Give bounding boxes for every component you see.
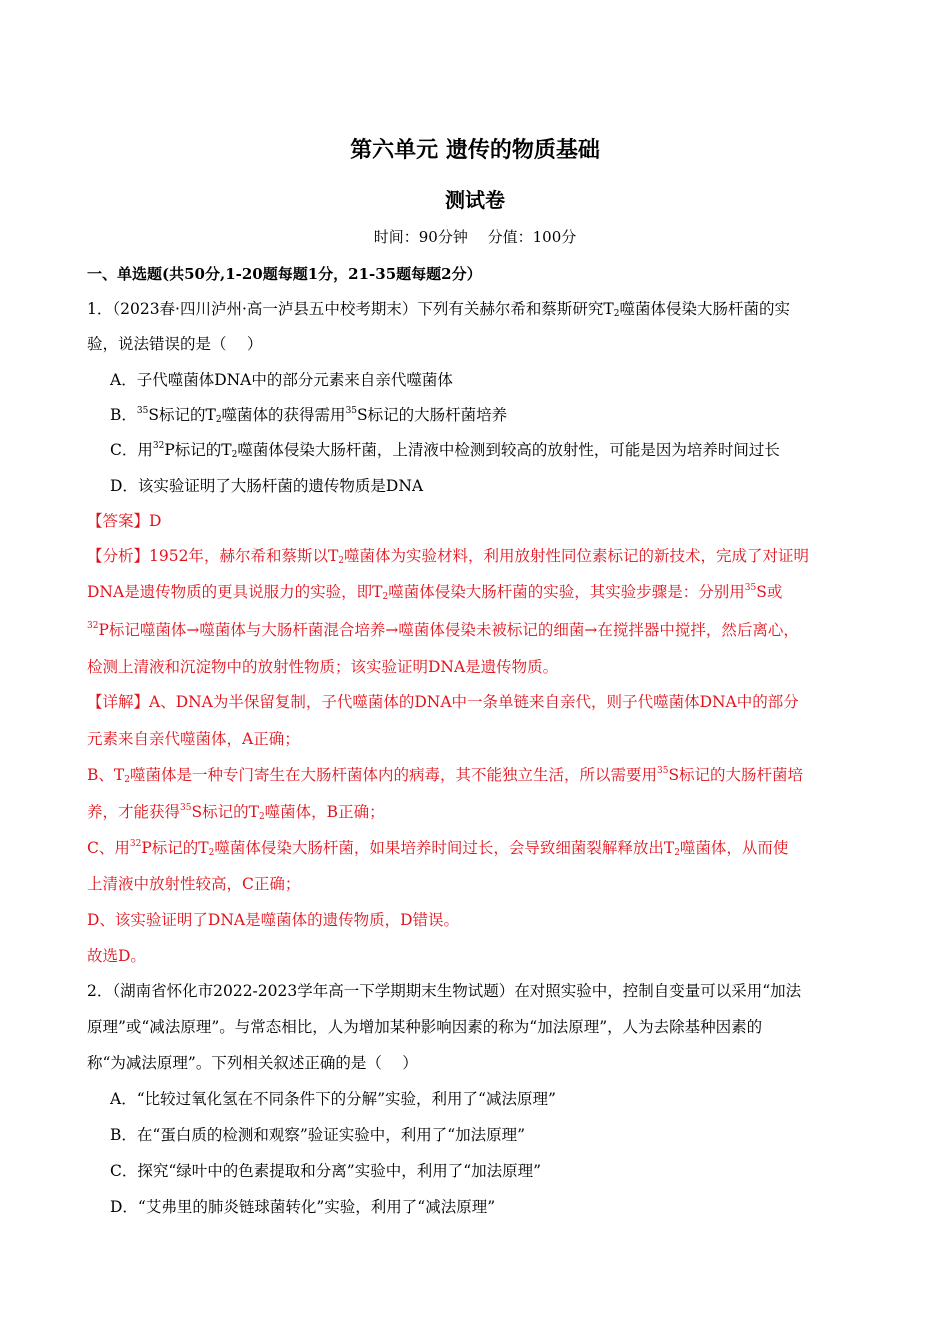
q1-conclusion: 故选D。	[87, 947, 146, 965]
time-score-info: 时间：90分钟 分值：100分	[373, 228, 577, 246]
q1-detail-line-5: C、用$^{32}$P标记的$T_2$噬菌体侵染大肠杆菌，如果培养时间过长，会导致细菌裂解释放出$T_2$噬菌体，从而使	[87, 839, 789, 858]
q1-analysis-line-2: DNA是遗传物质的更具说服力的实验，即$T_2$噬菌体侵染大肠杆菌的实验，其实验步骤是：分别用$^{35}$S或	[87, 583, 783, 602]
unit-title: 第六单元 遗传的物质基础	[350, 137, 600, 163]
q1-option-d: D．该实验证明了大肠杆菌的遗传物质是DNA	[110, 477, 424, 495]
q1-stem-line-1: 1．（2023春·四川泸州·高一泸县五中校考期末）下列有关赫尔希和蔡斯研究$T_2$噬菌体侵染大肠杆菌的实	[87, 300, 791, 319]
q1-analysis-line-4: 检测上清液和沉淀物中的放射性物质；该实验证明DNA是遗传物质。	[87, 658, 559, 676]
q1-detail-line-2: 元素来自亲代噬菌体，A正确；	[87, 730, 300, 748]
test-subtitle: 测试卷	[445, 188, 505, 212]
q2-option-d: D．“艾弗里的肺炎链球菌转化”实验，利用了“减法原理”	[110, 1198, 496, 1216]
q1-option-c: C．用$^{32}$P标记的$T_2$噬菌体侵染大肠杆菌，上清液中检测到较高的放射性，可能是因为培养时间过长	[110, 441, 780, 460]
q1-option-a: A．子代噬菌体DNA中的部分元素来自亲代噬菌体	[110, 371, 453, 389]
q1-detail-line-1: 【详解】A、DNA为半保留复制，子代噬菌体的DNA中一条单链来自亲代，则子代噬菌体DNA中的部分	[87, 693, 799, 711]
q2-option-a: A．“比较过氧化氢在不同条件下的分解”实验，利用了“减法原理”	[110, 1090, 556, 1108]
q2-stem-line-1: 2．（湖南省怀化市2022-2023学年高一下学期期末生物试题）在对照实验中，控制自变量可以采用“加法	[87, 982, 802, 1000]
q1-detail-line-3: B、$T_2$噬菌体是一种专门寄生在大肠杆菌体内的病毒，其不能独立生活，所以需要用$^{35}$S标记的大肠杆菌培	[87, 766, 804, 785]
q2-option-b: B．在“蛋白质的检测和观察”验证实验中，利用了“加法原理”	[110, 1126, 526, 1144]
q1-analysis-line-1: 【分析】1952年，赫尔希和蔡斯以$T_2$噬菌体为实验材料，利用放射性同位素标记的新技术，完成了对证明	[87, 547, 810, 566]
q2-stem-line-3: 称“为减法原理”。下列相关叙述正确的是（ ）	[87, 1054, 418, 1072]
q1-detail-line-6: 上清液中放射性较高，C正确；	[87, 875, 301, 893]
q1-option-b: B．$^{35}$S标记的$T_2$噬菌体的获得需用$^{35}$S标记的大肠杆菌培养	[110, 406, 508, 425]
q1-stem-line-2: 验，说法错误的是（ ）	[87, 335, 263, 353]
q2-stem-line-2: 原理”或“减法原理”。与常态相比，人为增加某种影响因素的称为“加法原理”，人为去除基种因素的	[87, 1018, 763, 1036]
q1-answer: 【答案】D	[87, 512, 162, 530]
q2-option-c: C．探究“绿叶中的色素提取和分离”实验中，利用了“加法原理”	[110, 1162, 542, 1180]
section-heading: 一、单选题(共50分,1-20题每题1分，21-35题每题2分）	[87, 265, 482, 283]
q1-analysis-line-3: $^{32}$P标记噬菌体→噬菌体与大肠杆菌混合培养→噬菌体侵染未被标记的细菌→在搅拌器中搅拌，然后离心，	[87, 621, 799, 639]
q1-detail-line-4: 养，才能获得$^{35}$S标记的$T_2$噬菌体，B正确；	[87, 803, 385, 822]
q1-detail-line-7: D、该实验证明了DNA是噬菌体的遗传物质，D错误。	[87, 911, 460, 929]
